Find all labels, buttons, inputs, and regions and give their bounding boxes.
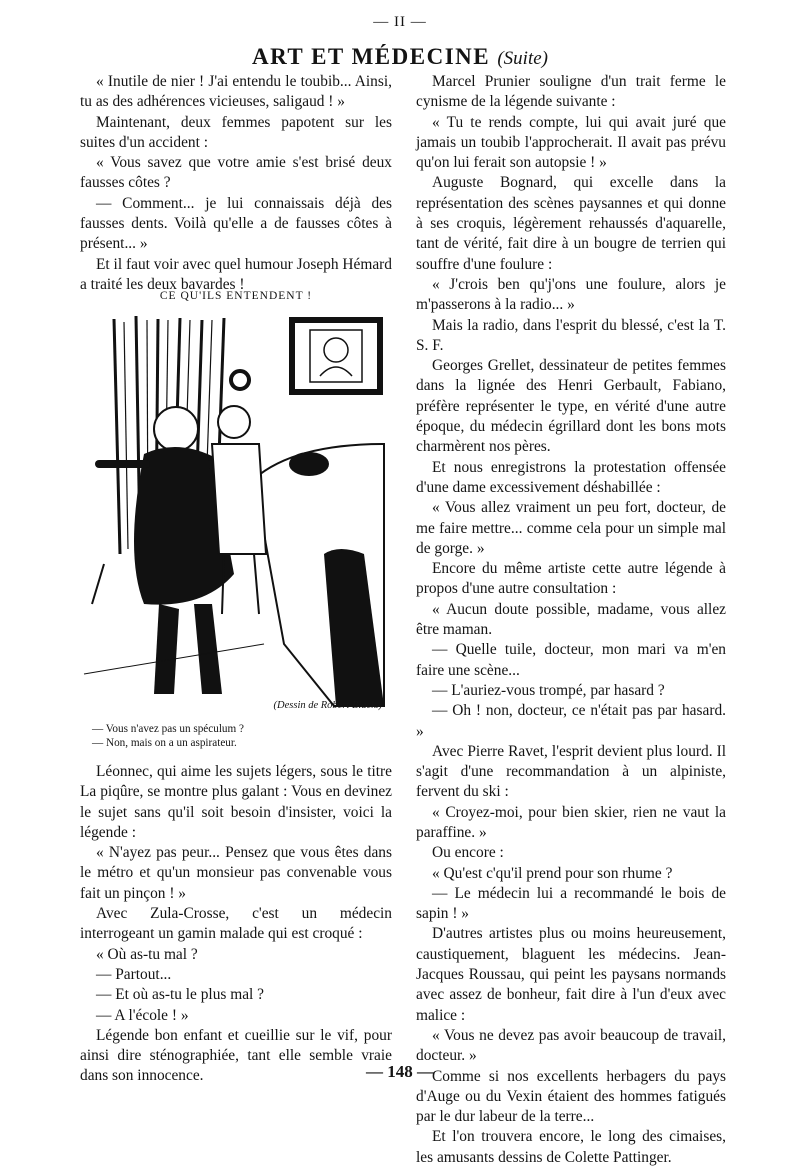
paragraph: « Inutile de nier ! J'ai entendu le toubib... Ainsi, tu as des adhérences vicieuses, saligaud ! » — [80, 73, 392, 111]
paragraph: Et nous enregistrons la protestation offensée d'une dame excessivement déshabillée : — [416, 458, 726, 496]
paragraph: Marcel Prunier souligne d'un trait ferme le cynisme de la légende suivante : — [416, 73, 726, 111]
page-number: — 148 — — [366, 1062, 434, 1081]
paragraph: Avec Zula-Crosse, c'est un médecin interrogeant un gamin malade qui est croqué : — [80, 905, 392, 943]
left-column-top — [80, 72, 392, 295]
paragraph: « Où as-tu mal ? — [96, 945, 198, 963]
paragraph: Léonnec, qui aime les sujets légers, sous le titre La piqûre, se montre plus galant : Vous en devinez le sujet sans qu'il soit besoin d'insister, voici la légende : — [80, 763, 392, 841]
paragraph: — Comment... je lui connaissais déjà des fausses dents. Voilà qu'elle a de fausses côtes à présent... » — [80, 194, 392, 253]
paragraph: — Quelle tuile, docteur, mon mari va m'en faire une scène... — [416, 641, 726, 679]
paragraph: Avec Pierre Ravet, l'esprit devient plus lourd. Il s'agit d'une recommandation à un alpiniste, fervent du ski : — [416, 742, 726, 801]
paragraph: « Vous allez vraiment un peu fort, docteur, de me faire mettre... comme cela pour un simple mal de gorge. » — [416, 499, 726, 557]
caption-line: — Non, mais on a un aspirateur. — [92, 737, 237, 749]
article-title — [0, 44, 800, 70]
illustration-credit: (Dessin de Robert Black.) — [273, 700, 382, 711]
paragraph: Georges Grellet, dessinateur de petites femmes dans la lignée des Henri Gerbault, Fabiano, préfère représenter le type, en vérité d'une autre époque, du médecin égrillard dont les bons mots charmèrent nos pères. — [416, 357, 726, 456]
page-folio: — II — — [373, 14, 427, 30]
paragraph: Légende bon enfant et cueillie sur le vif, pour ainsi dire sténographiée, tant elle semble vraie dans son innocence. — [80, 1026, 392, 1085]
paragraph: « Tu te rends compte, lui qui avait juré que jamais un toubib l'approcherait. Il avait pas prévu qu'on lui ferait son autopsie ! » — [416, 113, 726, 172]
paragraph: « Vous savez que votre amie s'est brisé deux fausses côtes ? — [80, 154, 392, 192]
paragraph: Encore du même artiste cette autre légende à propos d'une autre consultation : — [416, 560, 726, 598]
caption-line: — Vous n'avez pas un spéculum ? — [92, 723, 244, 735]
article-title-main: ART ET MÉDECINE — [251, 44, 491, 69]
paragraph: Ou encore : — [432, 844, 504, 862]
paragraph: — Le médecin lui a recommandé le bois de sapin ! » — [416, 884, 726, 923]
paragraph: « N'ayez pas peur... Pensez que vous êtes dans le métro et qu'un monsieur pas convenable vous fait un pinçon ! » — [80, 844, 392, 902]
paragraph: — L'auriez-vous trompé, par hasard ? — [432, 681, 665, 699]
paragraph: « Qu'est c'qu'il prend pour son rhume ? — [432, 864, 673, 882]
paragraph: Mais la radio, dans l'esprit du blessé, c'est la T. S. F. — [416, 316, 726, 354]
paragraph: « J'crois ben qu'j'ons une foulure, alors je m'passerons à la radio... » — [416, 275, 726, 314]
paragraph: Et l'on trouvera encore, le long des cimaises, les amusants dessins de Colette Pattinger. — [416, 1128, 726, 1166]
paragraph: — Et où as-tu le plus mal ? — [96, 986, 264, 1004]
paragraph: Auguste Bognard, qui excelle dans la représentation des scènes paysannes et qui donne à ses croquis, légèrement rehaussés d'aquarelle, tant de vérité, fait dire à un bougre de terrien qui souffre d'une foulure : — [416, 174, 726, 273]
paragraph: Maintenant, deux femmes papotent sur les suites d'un accident : — [80, 113, 392, 151]
cartoon-illustration — [84, 314, 388, 706]
illustration-captions — [92, 722, 392, 750]
article-title-suffix: (Suite) — [497, 48, 549, 69]
paragraph: Comme si nos excellents herbagers du pays d'Auge ou du Vexin étaient des hommes fatigués par le dur labeur de la terre... — [416, 1067, 726, 1126]
illustration-title: CE QU'ILS ENTENDENT ! — [159, 290, 313, 302]
right-column — [416, 72, 726, 1168]
paragraph: — Partout... — [96, 965, 172, 983]
paragraph: « Vous ne devez pas avoir beaucoup de travail, docteur. » — [416, 1026, 726, 1065]
paragraph: D'autres artistes plus ou moins heureusement, caustiquement, blaguent les médecins. Jean-Jacques Roussau, qui peint les paysans normands avec assez de bonheur, fait dire à l'un d'eux avec malice : — [416, 925, 726, 1024]
paragraph: « Croyez-moi, pour bien skier, rien ne vaut la paraffine. » — [416, 803, 726, 841]
paragraph: — Oh ! non, docteur, ce n'était pas par hasard. » — [416, 702, 726, 740]
paragraph: — A l'école ! » — [96, 1006, 189, 1024]
paragraph: Et il faut voir avec quel humour Joseph Hémard a traité les deux bavardes ! — [80, 255, 392, 293]
paragraph: « Aucun doute possible, madame, vous allez être maman. — [416, 600, 726, 639]
left-column-bottom — [80, 762, 392, 1087]
